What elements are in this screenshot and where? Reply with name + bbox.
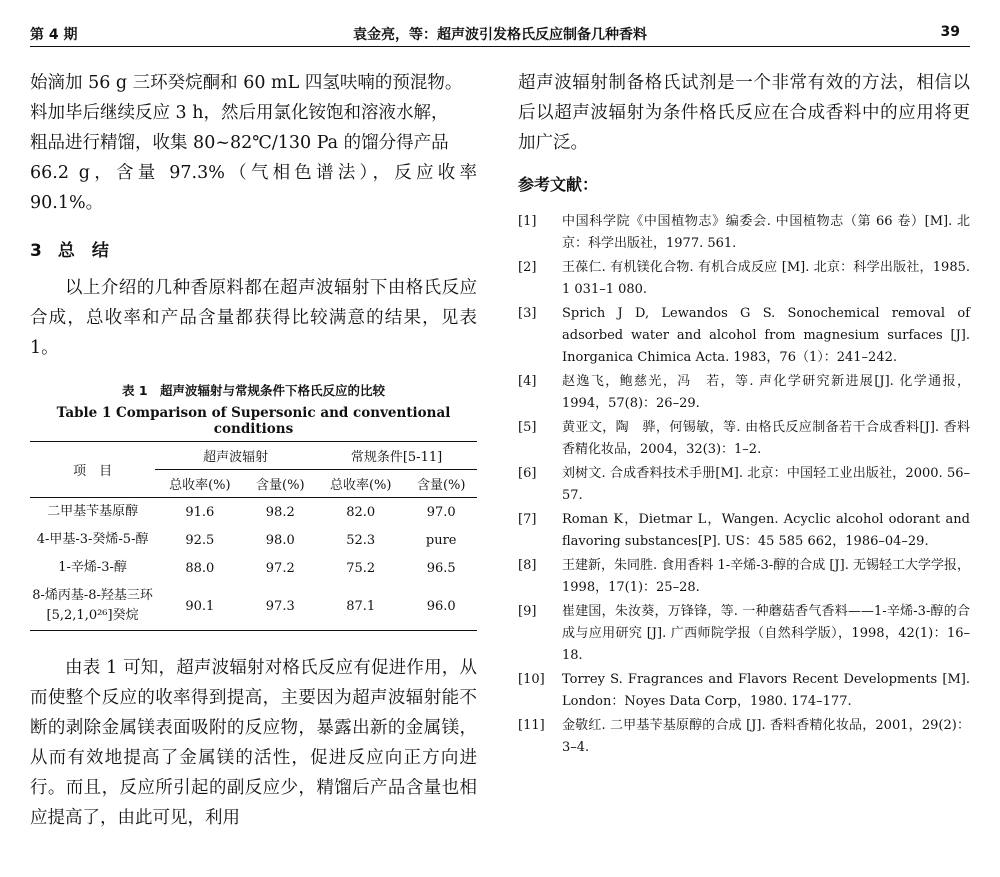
table-row [30,582,477,631]
cell-value: 98.2 [265,504,295,520]
ref-text: 刘树文. 合成香料技术手册[M]. 北京：中国轻工业出版社，2000. 56–57. [562,466,970,503]
ref-number: [4] [518,374,537,389]
ref-text: Torrey S. Fragrances and Flavors Recent Developments [M]. London：Noyes Data Corp，1980. 174–177. [562,672,970,709]
table-row [30,554,477,582]
intro-line: 始滴加 56 g 三环癸烷酮和 60 mL 四氢呋喃的预混物。 [30,73,463,93]
ref-text: 金敬红. 二甲基苄基原醇的合成 [J]. 香料香精化妆品，2001，29(2)：3–4. [562,718,970,755]
reference-item [518,555,970,599]
ref-text: 王建新，朱同胜. 食用香料 1-辛烯-3-醇的合成 [J]. 无锡轻工大学学报，1998，17(1)：25–28. [562,558,970,595]
intro-line: 料加毕后继续反应 3 h，然后用氯化铵饱和溶液水解， [30,103,449,123]
compound-name: 1-辛烯-3-醇 [58,560,127,575]
running-header [30,14,970,44]
ref-number: [3] [518,306,537,321]
cell-value: 88.0 [185,560,215,576]
running-title: 袁金亮，等：超声波引发格氏反应制备几种香料 [353,27,647,43]
cell-value: 97.0 [426,504,456,520]
reference-item [518,509,970,553]
reference-item [518,257,970,301]
reference-list [518,211,970,759]
references-heading: 参考文献： [518,175,599,194]
ref-text: Sprich J D, Lewandos G S. Sonochemical removal of adsorbed water and alcohol from magnesium surfaces [J]. Inorganica Chimica Acta. 1983，76（1）：241–242. [562,306,970,365]
sub-header-yield: 总收率(%) [155,470,244,498]
cell-value: 92.5 [185,532,215,548]
right-column [518,68,970,761]
ref-number: [1] [518,214,537,229]
ref-number: [11] [518,718,545,733]
page-number: 39 [940,24,960,40]
header-rule [30,46,970,47]
cell-value: 90.1 [155,582,244,631]
comparison-table [30,441,477,631]
cell-value: 96.5 [426,560,456,576]
ref-number: [10] [518,672,545,687]
compound-name: 8-烯丙基-8-羟基三环[5,2,1,0²⁶]癸烷 [30,582,155,631]
reference-item [518,463,970,507]
group-header-conventional: 常规条件[5-11] [316,442,477,470]
reference-item [518,669,970,713]
ref-number: [9] [518,604,537,619]
ref-text: 王葆仁. 有机镁化合物. 有机合成反应 [M]. 北京：科学出版社，1985. 1 031–1 080. [562,260,970,297]
reference-item [518,715,970,759]
col-item-header: 项 目 [30,442,155,498]
cell-value: 75.2 [346,560,376,576]
section-title: 总 结 [57,241,109,261]
ref-number: [5] [518,420,537,435]
cell-value: 98.0 [265,532,295,548]
intro-paragraph [30,68,477,218]
intro-line: 66.2 g，含量 97.3%（气相色谱法），反应收率 90.1%。 [30,163,477,213]
sub-header-content: 含量(%) [405,470,477,498]
section-heading [30,236,477,261]
reference-item [518,371,970,415]
table-caption-cn: 表 1 超声波辐射与常规条件下格氏反应的比较 [121,383,386,398]
reference-item [518,303,970,369]
ref-number: [8] [518,558,537,573]
summary-paragraph: 以上介绍的几种香原料都在超声波辐射下由格氏反应合成，总收率和产品含量都获得比较满意的结果，见表 1。 [30,278,477,358]
compound-name: 4-甲基-3-癸烯-5-醇 [36,532,149,547]
intro-line: 粗品进行精馏，收集 80~82℃/130 Pa 的馏分得产品 [30,133,449,153]
ref-text: 崔建国，朱汝葵，万锋锋，等. 一种蘑菇香气香料——1-辛烯-3-醇的合成与应用研究 [J]. 广西师院学报（自然科学版），1998，42(1)：16–18. [562,604,970,663]
conclusion-paragraph: 由表 1 可知，超声波辐射对格氏反应有促进作用，从而使整个反应的收率得到提高，主要因为超声波辐射能不断的剥除金属镁表面吸附的反应物，暴露出新的金属镁，从而有效地提高了金属镁的活性，促进反应向正方向进行。而且，反应所引起的副反应少，精馏后产品含量也相应提高了，由此可见，利用 [30,658,477,828]
cell-value: 96.0 [405,582,477,631]
reference-item [518,601,970,667]
cell-value: 82.0 [346,504,376,520]
reference-item [518,211,970,255]
cell-value: 52.3 [346,532,376,548]
ref-number: [2] [518,260,537,275]
group-header-supersonic: 超声波辐射 [155,442,316,470]
sub-header-content: 含量(%) [244,470,316,498]
table-row [30,498,477,527]
cell-value: 91.6 [185,504,215,520]
section-number: 3 [30,241,42,261]
continued-paragraph: 超声波辐射制备格氏试剂是一个非常有效的方法，相信以后以超声波辐射为条件格氏反应在合成香料中的应用将更加广泛。 [518,73,970,153]
cell-value: 97.2 [265,560,295,576]
ref-number: [7] [518,512,537,527]
table-row [30,526,477,554]
ref-number: [6] [518,466,537,481]
cell-value: 87.1 [316,582,405,631]
table-caption-en: Table 1 Comparison of Supersonic and conventional conditions [56,405,451,437]
ref-text: 黄亚文，陶 骅，何锡敏，等. 由格氏反应制备若干合成香料[J]. 香料香精化妆品，2004，32(3)：1–2. [562,420,970,457]
ref-text: Roman K，Dietmar L，Wangen. Acyclic alcohol odorant and flavoring substances[P]. US：45 585 662，1986–04–29. [562,512,970,549]
cell-value: 97.3 [244,582,316,631]
compound-name: 二甲基苄基原醇 [47,504,139,519]
ref-text: 中国科学院《中国植物志》编委会. 中国植物志（第 66 卷）[M]. 北京：科学出版社，1977. 561. [562,214,970,251]
reference-item [518,417,970,461]
left-column [30,68,477,833]
sub-header-yield: 总收率(%) [316,470,405,498]
ref-text: 赵逸飞，鲍慈光，冯 若，等. 声化学研究新进展[J]. 化学通报，1994，57(8)：26–29. [562,374,970,411]
cell-value: pure [425,532,457,548]
issue-number: 第 4 期 [30,27,78,43]
